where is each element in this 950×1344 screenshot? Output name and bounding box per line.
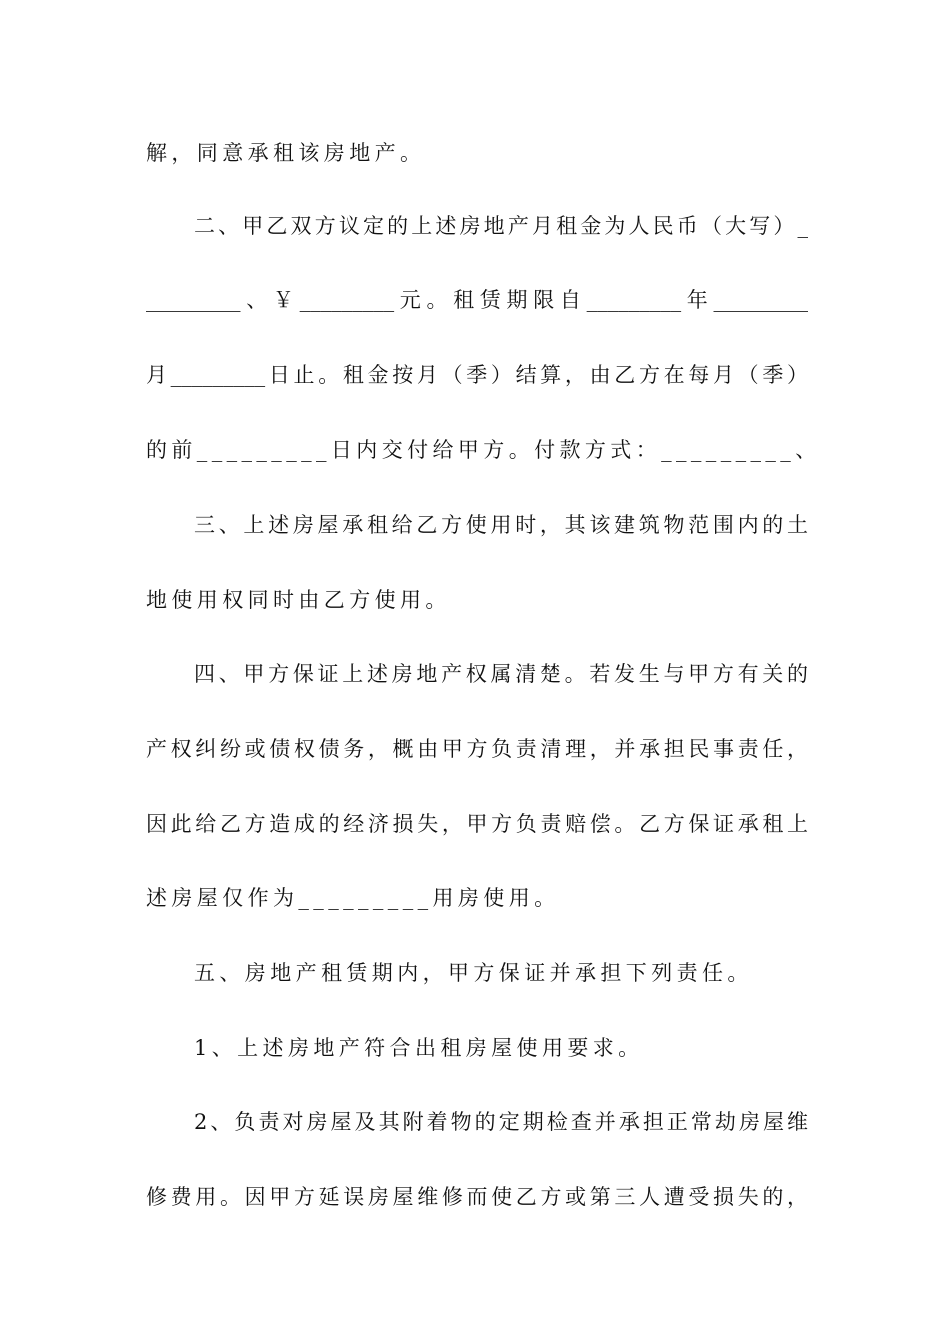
text-line: 解，同意承租该房地产。	[146, 141, 426, 165]
text-line: 的前_________日内交付给甲方。付款方式：_________、	[146, 438, 821, 462]
text-line: 三、上述房屋承租给乙方使用时，其该建筑物范围内的土	[194, 513, 808, 537]
text-line: 产权纠纷或债权债务，概由甲方负责清理，并承担民事责任，	[146, 737, 808, 761]
text-line: 1、上述房地产符合出租房屋使用要求。	[194, 1036, 644, 1060]
text-line: 2、负责对房屋及其附着物的定期检查并承担正常劫房屋维	[194, 1110, 808, 1134]
text-line: 修费用。因甲方延误房屋维修而使乙方或第三人遭受损失的，	[146, 1185, 808, 1209]
text-line: 月_________日止。租金按月（季）结算，由乙方在每月（季）	[146, 363, 808, 387]
text-line: 述房屋仅作为_________用房使用。	[146, 886, 560, 910]
text-line: 因此给乙方造成的经济损失，甲方负责赔偿。乙方保证承租上	[146, 812, 808, 836]
text-line: 五、房地产租赁期内，甲方保证并承担下列责任。	[194, 961, 753, 985]
text-line: 二、甲乙双方议定的上述房地产月租金为人民币（大写）_	[194, 214, 808, 238]
text-line: 四、甲方保证上述房地产权属清楚。若发生与甲方有关的	[194, 662, 808, 686]
text-line: _________、￥_________元。租赁期限自_________年_________	[146, 288, 808, 312]
text-line: 地使用权同时由乙方使用。	[146, 588, 451, 612]
